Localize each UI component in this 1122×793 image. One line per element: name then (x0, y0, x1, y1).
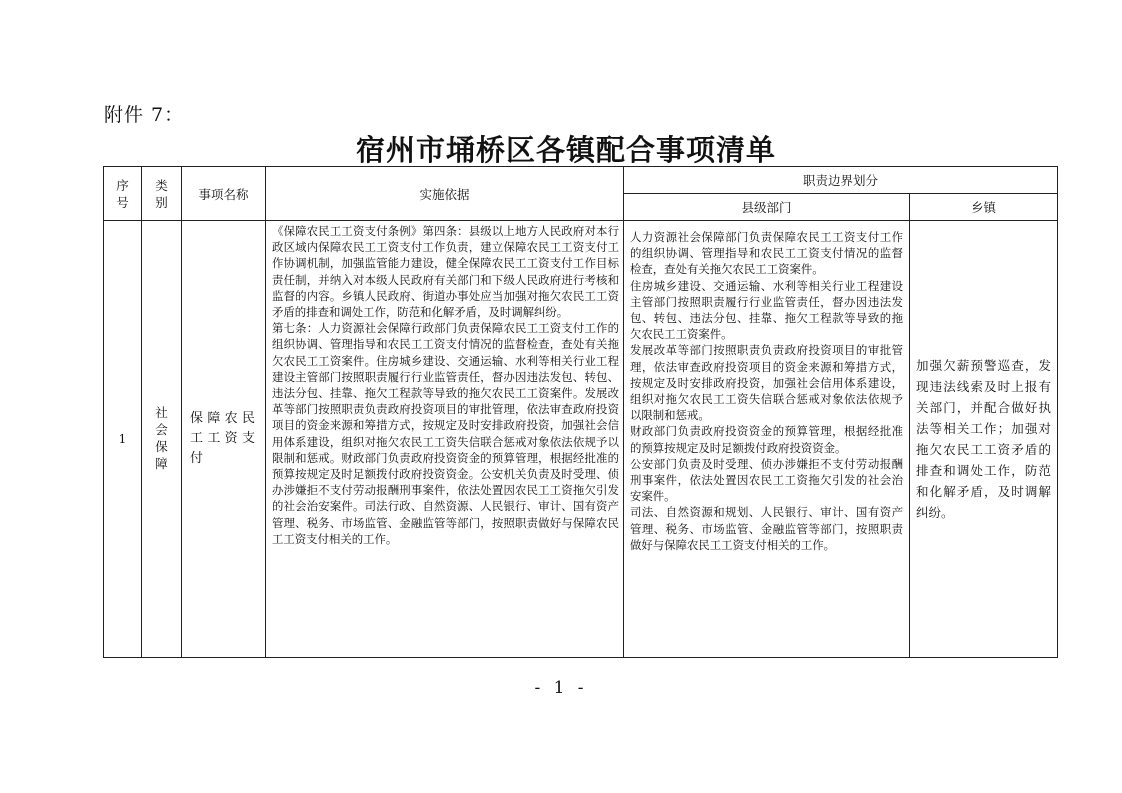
dept-paragraph: 财政部门负责政府投资资金的预算管理，根据经批准的预算按规定及时足额拨付政府投资资金。 (630, 424, 903, 455)
dept-paragraph: 公安部门负责及时受理、侦办涉嫌拒不支付劳动报酬刑事案件，依法处置因农民工工资拖欠引发的社会治安案件。 (630, 456, 903, 504)
category-text: 社 会 保 障 (155, 405, 168, 471)
attachment-label: 附件 7： (104, 104, 185, 126)
dept-paragraph: 发展改革等部门按照职责负责政府投资项目的审批管理，依法审查政府投资项目的资金来源和筹措方式，按规定及时安排政府投资，加强社会信用体系建设，组织对拖欠农民工工资失信联合惩戒对象依法依规予以限制和惩戒。 (630, 343, 903, 423)
matters-table (103, 166, 1058, 658)
col-header-county-dept: 县级部门 (624, 194, 910, 221)
cell-town: 加强欠薪预警巡查，发现违法线索及时上报有关部门，并配合做好执法等相关工作；加强对拖欠农民工工资矛盾的排查和调处工作，防范和化解矛盾，及时调解纠纷。 (910, 221, 1058, 658)
dept-paragraph: 司法、自然资源和规划、人民银行、审计、国有资产管理、税务、市场监管、金融监管等部门，按照职责做好与保障农民工工资支付相关的工作。 (630, 505, 903, 552)
col-header-category (142, 167, 182, 221)
cell-category (142, 221, 182, 658)
col-header-item-name: 事项名称 (182, 167, 266, 221)
table-header-row (104, 167, 1058, 194)
col-header-responsibility: 职责边界划分 (624, 167, 1058, 194)
basis-paragraph: 《保障农民工工资支付条例》第四条：县级以上地方人民政府对本行政区域内保障农民工工资支付工作负责，建立保障农民工工资支付工作协调机制，加强监管能力建设，健全保障农民工工资支付工作目标责任制，并纳入对本级人民政府有关部门和下级人民政府进行考核和监督的内容。乡镇人民政府、街道办事处应当加强对拖欠农民工工资矛盾的排查和调处工作，防范和化解矛盾，及时调解纠纷。 (272, 224, 619, 320)
cell-county-dept (624, 221, 910, 658)
page-title: 宿州市埇桥区各镇配合事项清单 (355, 133, 776, 167)
basis-paragraph: 第七条：人力资源社会保障行政部门负责保障农民工工资支付工作的组织协调、管理指导和农民工工资支付情况的监督检查，查处有关拖欠农民工工资案件。住房城乡建设、交通运输、水利等相关行业工程建设主管部门按照职责履行行业监管责任，督办因违法发包、转包、违法分包、挂靠、拖欠工程款等导致的拖欠农民工工资案件。发展改革等部门按照职责负责政府投资项目的审批管理，依法审查政府投资项目的资金来源和筹措方式，按规定及时安排政府投资，加强社会信用体系建设，组织对拖欠农民工工资失信联合惩戒对象依法依规予以限制和惩戒。财政部门负责政府投资资金的预算管理，根据经批准的预算按规定及时足额拨付政府投资资金。公安机关负责及时受理、侦办涉嫌拒不支付劳动报酬刑事案件，依法处置因农民工工资拖欠引发的社会治安案件。司法行政、自然资源、人民银行、审计、国有资产管理、税务、市场监管、金融监管等部门，按照职责做好与保障农民工工资支付相关的工作。 (272, 321, 619, 546)
table-row (104, 221, 1058, 658)
cell-basis (266, 221, 624, 658)
dept-paragraph: 人力资源社会保障部门负责保障农民工工资支付工作的组织协调、管理指导和农民工工资支付情况的监督检查，查处有关拖欠农民工工资案件。 (630, 230, 903, 277)
cell-item-name: 保障农民工工资支付 (182, 221, 266, 658)
dept-paragraph: 住房城乡建设、交通运输、水利等相关行业工程建设主管部门按照职责履行行业监管责任，督办因违法发包、转包、违法分包、挂靠、拖欠工程款等导致的拖欠农民工工资案件。 (630, 278, 903, 342)
cell-seq: 1 (104, 221, 142, 658)
seq-header-text: 序 号 (116, 177, 129, 210)
category-header-text: 类 别 (155, 177, 168, 210)
page-number: - 1 - (534, 678, 588, 698)
col-header-town: 乡镇 (910, 194, 1058, 221)
col-header-basis: 实施依据 (266, 167, 624, 221)
col-header-seq (104, 167, 142, 221)
